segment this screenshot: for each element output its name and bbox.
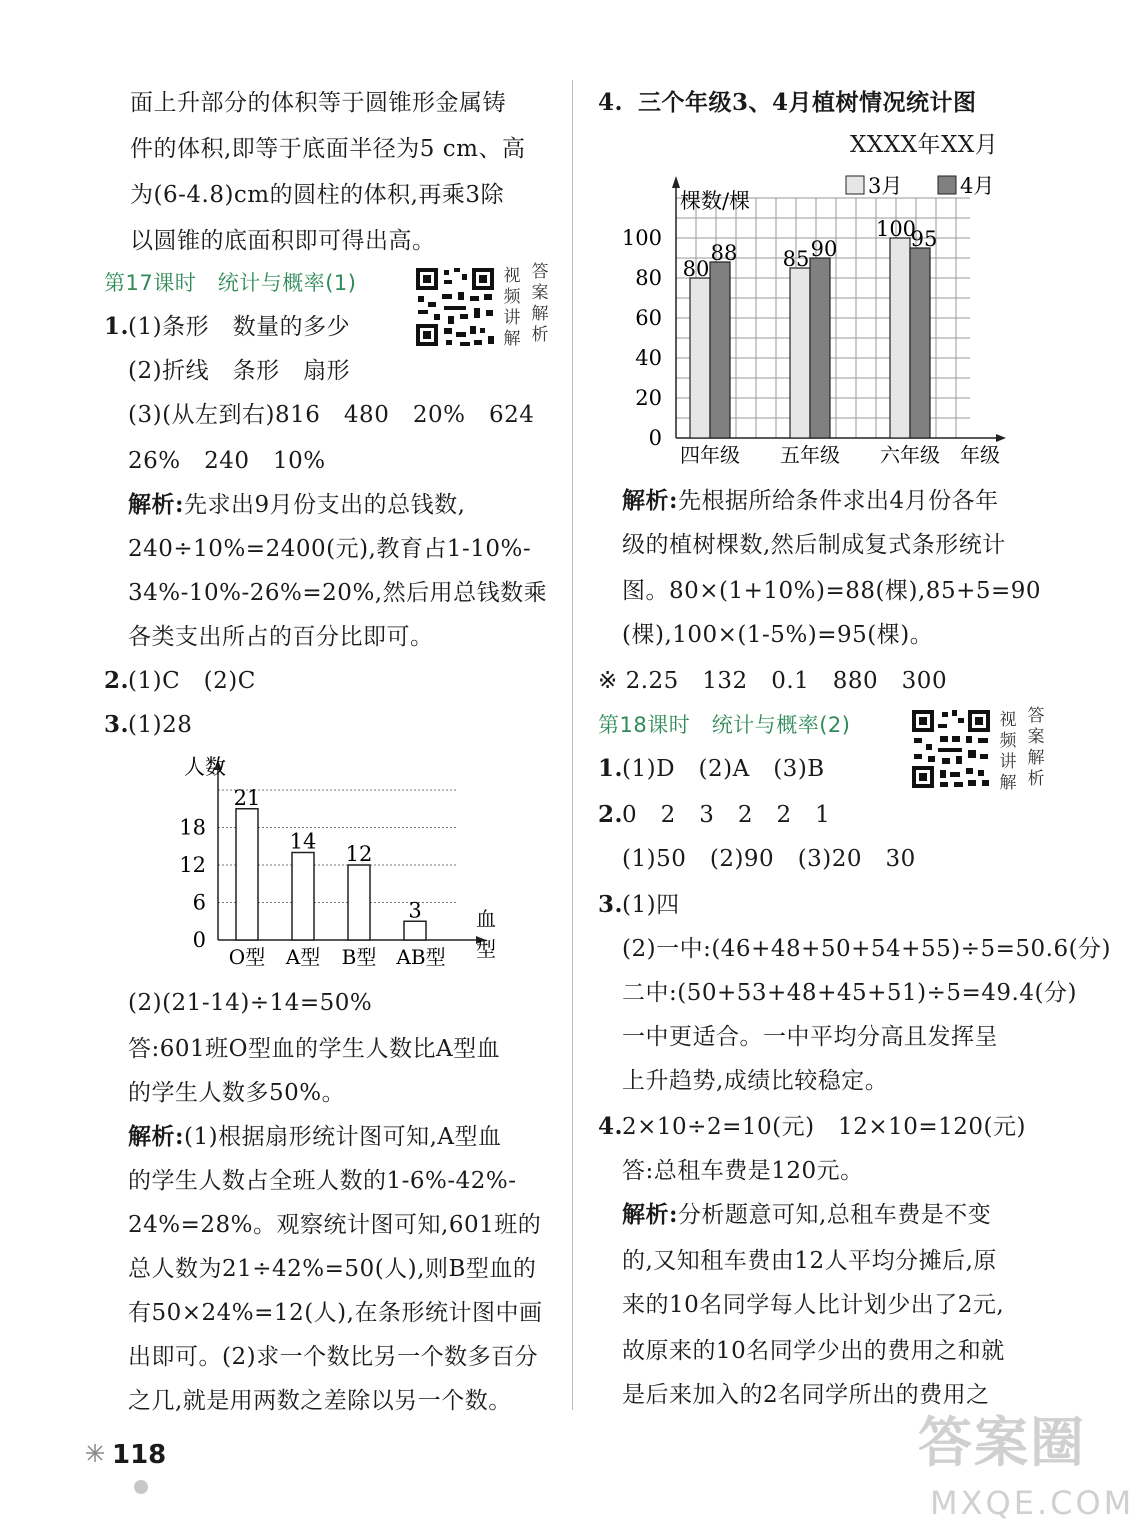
x-tick-label: 五年级 — [780, 443, 840, 467]
y-tick-label: 0 — [648, 426, 662, 450]
bar-value-label: 21 — [233, 785, 261, 810]
section-17-title: 第17课时 统计与概率(1) — [104, 271, 357, 295]
p3-line-5: 上升趋势,成绩比较稳定。 — [622, 1068, 889, 1094]
intro-line-1: 面上升部分的体积等于圆锥形金属铸 — [130, 90, 506, 116]
p4-analysis-line-2: 的,又知租车费由12人平均分摊后,原 — [622, 1248, 997, 1274]
q4-chart-title: 三个年级3、4月植树情况统计图 — [638, 89, 977, 116]
q3-number: 3. — [104, 711, 130, 738]
q3-analysis-line-6: 出即可。(2)求一个数比另一个数多百分 — [128, 1344, 539, 1370]
q3-analysis-line-5: 有50×24%=12(人),在条形统计图中画 — [128, 1300, 543, 1326]
p2-number: 2. — [598, 801, 624, 828]
legend-swatch — [938, 176, 956, 194]
x-tick-label: 六年级 — [880, 443, 940, 467]
p2-line-2: (1)50 (2)90 (3)20 30 — [622, 846, 916, 872]
q4-analysis-line-4: (棵),100×(1-5%)=95(棵)。 — [622, 622, 934, 648]
x-tick-label: O型 — [228, 945, 266, 969]
bar-value-label: 80 — [682, 257, 710, 281]
q4-number: 4. — [598, 89, 624, 116]
q3-analysis-line-7: 之几,就是用两数之差除以另一个数。 — [128, 1388, 512, 1414]
q3-after-line-2: 答:601班O型血的学生人数比A型血 — [128, 1036, 501, 1062]
p3-line-1: (1)四 — [622, 892, 680, 918]
q4-analysis-line-3: 图。80×(1+10%)=88(棵),85+5=90 — [622, 578, 1042, 604]
x-axis-arrow — [996, 434, 1006, 442]
intro-line-4: 以圆锥的底面积即可得出高。 — [130, 228, 436, 254]
x-axis-label: 型 — [476, 937, 496, 961]
p3-line-2: (2)一中:(46+48+50+54+55)÷5=50.6(分) — [622, 936, 1112, 962]
p3-line-3: 二中:(50+53+48+45+51)÷5=49.4(分) — [622, 980, 1077, 1006]
qr-code-icon[interactable] — [414, 266, 496, 348]
bar-value-label: 95 — [910, 227, 938, 251]
y-tick-label: 6 — [192, 890, 206, 915]
q1-number: 1. — [104, 313, 130, 340]
bar — [910, 248, 930, 438]
y-tick-label: 12 — [179, 853, 206, 877]
bar-value-label: 14 — [289, 829, 317, 854]
x-tick-label: AB型 — [396, 945, 446, 969]
bar — [292, 853, 314, 941]
bar — [236, 809, 258, 940]
q3-analysis-line-3: 24%=28%。观察统计图可知,601班的 — [128, 1212, 542, 1238]
p1-number: 1. — [598, 755, 624, 782]
video-label: 视 频 讲 解 — [503, 266, 521, 349]
star-decoration-icon — [84, 1442, 106, 1464]
q4-chart-date: XXXX年XX月 — [850, 132, 999, 158]
q3-analysis-line-2: 的学生人数占全班人数的1-6%-42%- — [128, 1168, 517, 1194]
y-axis-arrow — [672, 176, 680, 188]
bar-value-label: 90 — [810, 237, 838, 261]
intro-line-2: 件的体积,即等于底面半径为5 cm、高 — [130, 136, 526, 162]
section-18-title: 第18课时 统计与概率(2) — [598, 713, 851, 737]
bar — [690, 278, 710, 438]
bar-value-label: 88 — [710, 241, 738, 265]
y-tick-label: 80 — [635, 266, 662, 290]
q1-line-4: 26% 240 10% — [128, 448, 326, 474]
q3-text: (1)28 — [128, 712, 193, 738]
y-tick-label: 60 — [635, 306, 662, 330]
qr-code-icon[interactable] — [910, 708, 992, 790]
p4-analysis-line-4: 故原来的10名同学少出的费用之和就 — [622, 1338, 1005, 1364]
x-axis-label: 血 — [476, 907, 496, 931]
p4-analysis-line-1: 解析:分析题意可知,总租车费是不变 — [622, 1201, 992, 1228]
legend-label: 3月 — [868, 174, 903, 198]
bar — [348, 865, 370, 940]
q4-analysis-line-2: 级的植树棵数,然后制成复式条形统计 — [622, 532, 1006, 558]
p2-line-1: 0 2 3 2 2 1 — [622, 802, 831, 828]
p4-number: 4. — [598, 1113, 624, 1140]
answer-label: 答 案 解 析 — [1027, 706, 1045, 789]
bar-value-label: 85 — [782, 247, 810, 271]
bar — [710, 262, 730, 438]
q2-number: 2. — [104, 667, 130, 694]
y-tick-label: 20 — [635, 386, 662, 410]
p3-line-4: 一中更适合。一中平均分高且发挥呈 — [622, 1024, 998, 1050]
p4-line-1: 2×10÷2=10(元) 12×10=120(元) — [622, 1114, 1026, 1140]
bar-value-label: 3 — [408, 898, 422, 923]
column-divider — [572, 80, 573, 1410]
q1-analysis-line-3: 34%-10%-26%=20%,然后用总钱数乘 — [128, 580, 548, 606]
y-tick-label: 100 — [621, 226, 662, 250]
q1-analysis-line-1: 解析:先求出9月份支出的总钱数, — [128, 491, 466, 518]
y-tick-label: 18 — [179, 815, 206, 840]
q3-analysis-line-1: 解析:(1)根据扇形统计图可知,A型血 — [128, 1123, 502, 1150]
bar-value-label: 12 — [345, 842, 373, 866]
y-tick-label: 0 — [192, 928, 206, 952]
dot-decoration — [134, 1480, 148, 1494]
bar-value-label: 100 — [875, 217, 917, 241]
legend-swatch — [846, 176, 864, 194]
q4-analysis-line-1: 解析:先根据所给条件求出4月份各年 — [622, 487, 999, 514]
p1-text: (1)D (2)A (3)B — [622, 756, 825, 782]
p4-line-2: 答:总租车费是120元。 — [622, 1158, 864, 1184]
q1-line-2: (2)折线 条形 扇形 — [128, 358, 351, 384]
page-number: 118 — [112, 1440, 167, 1470]
watermark-logo: 答案圈 — [918, 1411, 1086, 1474]
x-tick-label: A型 — [285, 945, 321, 969]
q1-analysis-line-4: 各类支出所占的百分比即可。 — [128, 624, 434, 650]
x-tick-label: B型 — [341, 945, 377, 969]
q1-analysis-line-2: 240÷10%=2400(元),教育占1-10%- — [128, 536, 532, 562]
tree-planting-bar-chart — [598, 168, 1028, 474]
q2-text: (1)C (2)C — [128, 668, 256, 694]
bar — [810, 258, 830, 438]
q3-analysis-line-4: 总人数为21÷42%=50(人),则B型血的 — [128, 1256, 537, 1282]
x-axis-label: 年级 — [960, 443, 1000, 467]
legend-label: 4月 — [960, 174, 995, 198]
y-axis-label: 棵数/棵 — [680, 189, 751, 213]
p4-analysis-line-5: 是后来加入的2名同学所出的费用之 — [622, 1382, 990, 1408]
p4-analysis-line-3: 来的10名同学每人比计划少出了2元, — [622, 1292, 1005, 1318]
p3-number: 3. — [598, 891, 624, 918]
blood-type-bar-chart — [170, 750, 510, 980]
q1-line-3: (3)(从左到右)816 480 20% 624 — [128, 402, 535, 428]
q1-line-1: (1)条形 数量的多少 — [128, 314, 351, 340]
video-label: 视 频 讲 解 — [999, 710, 1017, 793]
q3-after-line-3: 的学生人数多50%。 — [128, 1080, 346, 1106]
bar — [790, 268, 810, 438]
bar — [404, 921, 426, 940]
x-tick-label: 四年级 — [680, 443, 740, 467]
extra-note: ※ 2.25 132 0.1 880 300 — [598, 668, 948, 694]
answer-label: 答 案 解 析 — [531, 262, 549, 345]
q3-after-line-1: (2)(21-14)÷14=50% — [128, 990, 373, 1016]
watermark-url: MXQE.COM — [930, 1484, 1134, 1522]
y-axis-label: 人数 — [184, 755, 226, 779]
y-tick-label: 40 — [635, 346, 662, 370]
intro-line-3: 为(6-4.8)cm的圆柱的体积,再乘3除 — [130, 182, 505, 208]
bar — [890, 238, 910, 438]
